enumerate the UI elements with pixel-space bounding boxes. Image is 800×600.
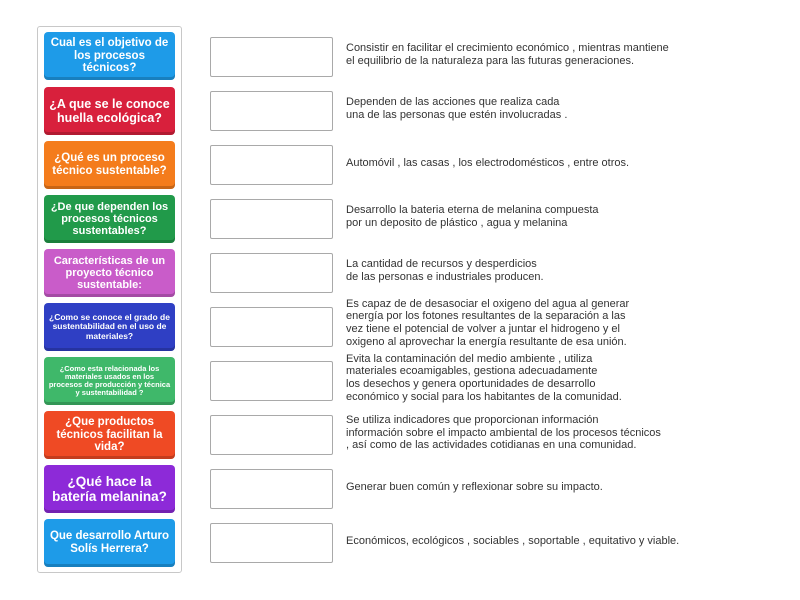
question-label: ¿Qué hace la batería melanina? [52,473,167,504]
question-label: ¿Qué es un proceso técnico sustentable? [52,152,167,177]
question-label: Características de un proyecto técnico sustentable: [53,254,166,292]
question-label: Cual es el objetivo de los procesos técnicos? [50,36,169,75]
answer-text-2: Dependen de las acciones que realiza cada una de las personas que estén involucradas . [346,96,568,121]
answer-text-9: Generar buen común y reflexionar sobre su impacto. [346,480,603,493]
question-card-4[interactable] [44,195,175,243]
answer-text-10: Económicos, ecológicos , sociables , soportable , equitativo y viable. [346,534,680,547]
answer-text-8: Se utiliza indicadores que proporcionan información información sobre el impacto ambiental de los procesos técnicos , así como de las actividades cotidianas en una comunidad. [346,413,661,452]
question-label: ¿Como se conoce el grado de sustentabilidad en el uso de materiales? [49,311,170,341]
question-label: ¿Como esta relacionada los materiales usados en los procesos de producción y técnica y sustentabilidad ? [48,363,171,398]
question-card-9[interactable] [44,465,175,513]
question-card-10[interactable] [44,519,175,567]
answer-text-6: Es capaz de de desasociar el oxigeno del agua al generar energía por los fotones resultantes de la separación a las vez tiene el potencial de volver a juntar el hidrogeno y el oxigeno al aprovechar la energía resultante de esa unión. [346,297,630,348]
answer-text-7: Evita la contaminación del medio ambiente , utiliza materiales ecoamigables, gestiona adecuadamente los desechos y genera oportunidades de desarrollo económico y social para los habitantes de la comunidad. [346,352,622,403]
question-card-7[interactable] [44,357,175,405]
answer-text-5: La cantidad de recursos y desperdicios de las personas e industriales producen. [346,258,544,283]
drop-slot-4[interactable] [210,199,333,239]
drop-slot-2[interactable] [210,91,333,131]
question-card-8[interactable] [44,411,175,459]
question-card-2[interactable] [44,87,175,135]
drop-slot-8[interactable] [210,415,333,455]
drop-slot-7[interactable] [210,361,333,401]
question-label: ¿De que dependen los procesos técnicos sustentables? [50,200,169,238]
answer-text-3: Automóvil , las casas , los electrodomésticos , entre otros. [346,156,630,169]
drop-slot-3[interactable] [210,145,333,185]
answer-text-4: Desarrollo la bateria eterna de melanina compuesta por un deposito de plástico , agua y melanina [346,204,599,229]
drop-slot-6[interactable] [210,307,333,347]
drop-slot-5[interactable] [210,253,333,293]
question-card-1[interactable] [44,32,175,80]
question-card-5[interactable] [44,249,175,297]
question-card-6[interactable] [44,303,175,351]
question-label: ¿Que productos técnicos facilitan la vida? [56,415,163,454]
question-label: Que desarrollo Arturo Solís Herrera? [49,530,170,555]
drop-slot-1[interactable] [210,37,333,77]
question-card-3[interactable] [44,141,175,189]
drop-slot-9[interactable] [210,469,333,509]
answer-text-1: Consistir en facilitar el crecimiento económico , mientras mantiene el equilibrio de la naturaleza para las futuras generaciones. [346,42,669,67]
drop-slot-10[interactable] [210,523,333,563]
question-label: ¿A que se le conoce huella ecológica? [49,97,170,125]
